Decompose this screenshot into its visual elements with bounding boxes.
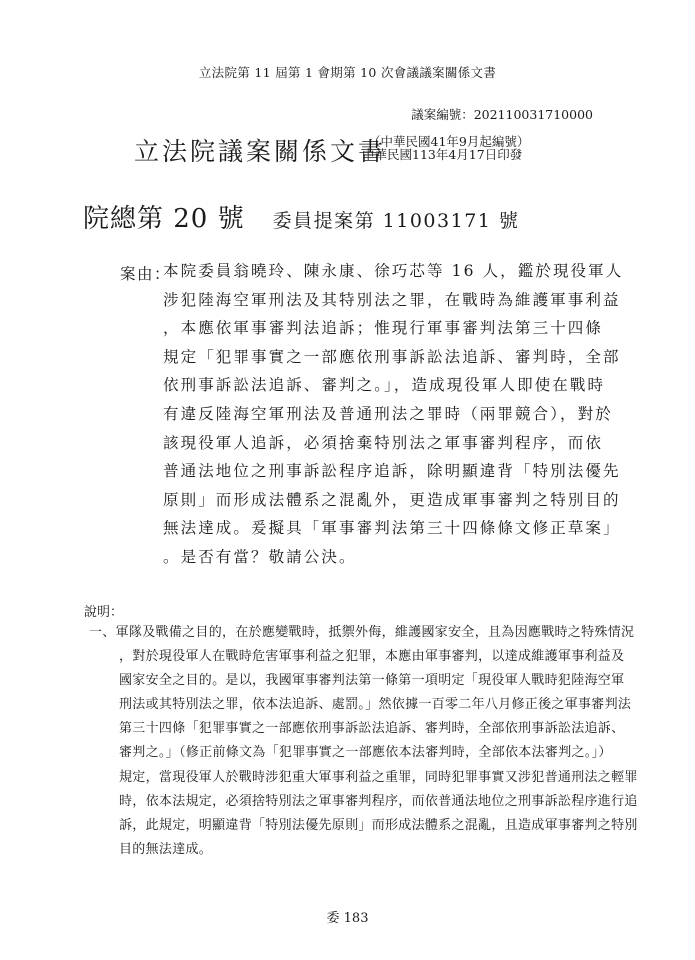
case-line: 普通法地位之刑事訴訟程序追訴，除明顯違背「特別法優先 (163, 462, 621, 481)
case-line: ，本應依軍事審判法追訴；惟現行軍事審判法第三十四條 (163, 319, 604, 338)
bill-number: 議案編號：202110031710000 (411, 107, 593, 122)
case-body (163, 262, 623, 577)
explanation-line: 第三十四條「犯罪事實之一部應依刑事訴訟法追訴、審判時，全部依刑事訴訟法追訴、 (119, 721, 625, 737)
general-number: 院總第 20 號 (83, 204, 245, 234)
case-line: 該現役軍人追訴，必須捨棄特別法之軍事審判程序，而依 (163, 433, 604, 452)
explanation-line: 時，依本法規定，必須捨特別法之軍事審判程序，而依普通法地位之刑事訴訟程序進行追 (119, 793, 638, 809)
document-title: 立法院議案關係文書 (134, 137, 387, 166)
explanation-line: 訴，此規定，明顯違背「特別法優先原則」而形成法體系之混亂，且造成軍事審判之特別 (119, 817, 638, 833)
case-line: 規定「犯罪事實之一部應依刑事訴訟法追訴、審判時，全部 (163, 347, 621, 366)
case-label: 案由： (120, 265, 172, 283)
running-header: 立法院第 11 屆第 1 會期第 10 次會議議案關係文書 (198, 65, 497, 80)
case-line: 。是否有當？敬請公決。 (163, 547, 357, 566)
numbering-note: （中華民國41年9月起編號） (368, 134, 530, 149)
explanation-line: 國家安全之目的。是以，我國軍事審判法第一條第一項明定「現役軍人戰時犯陸海空軍 (119, 673, 625, 689)
page-number: 委 183 (326, 911, 369, 926)
case-line: 原則」而形成法體系之混亂外，更造成軍事審判之特別目的 (163, 490, 621, 509)
explanation-body (89, 625, 638, 866)
case-line: 依刑事訴訟法追訴、審判之。」，造成現役軍人即使在戰時 (163, 376, 606, 395)
explanation-line: ，對於現役軍人在戰時危害軍事利益之犯罪，本應由軍事審判，以達成維護軍事利益及 (119, 649, 625, 665)
case-line: 無法達成。爰擬具「軍事審判法第三十四條條文修正草案」 (163, 519, 621, 538)
case-line: 本院委員翁曉玲、陳永康、徐巧芯等 16 人，鑑於現役軍人 (163, 262, 624, 280)
document-meta (362, 135, 529, 161)
case-line: 涉犯陸海空軍刑法及其特別法之罪，在戰時為維護軍事利益 (163, 290, 621, 309)
explanation-line: 審判之。」（修正前條文為「犯罪事實之一部應依本法審判時，全部依本法審判之。」） (119, 745, 612, 761)
explanation-line: 目的無法達成。 (119, 841, 213, 857)
explanation-line: 一、軍隊及戰備之目的，在於應變戰時，抵禦外侮，維護國家安全，且為因應戰時之特殊情況 (89, 625, 635, 640)
explanation-label: 說明： (84, 605, 124, 620)
explanation-line: 刑法或其特別法之罪，依本法追訴、處罰。」然依據一百零二年八月修正後之軍事審判法 (119, 697, 632, 713)
proposal-number: 委員提案第 11003171 號 (272, 210, 520, 232)
case-line: 有違反陸海空軍刑法及普通刑法之罪時（兩罪競合），對於 (163, 404, 613, 423)
reference-line (83, 198, 519, 235)
explanation-line: 規定，當現役軍人於戰時涉犯重大軍事利益之重罪，同時犯罪事實又涉犯普通刑法之輕罪 (119, 769, 638, 785)
print-date: 中華民國113年4月17日印發 (362, 147, 523, 162)
